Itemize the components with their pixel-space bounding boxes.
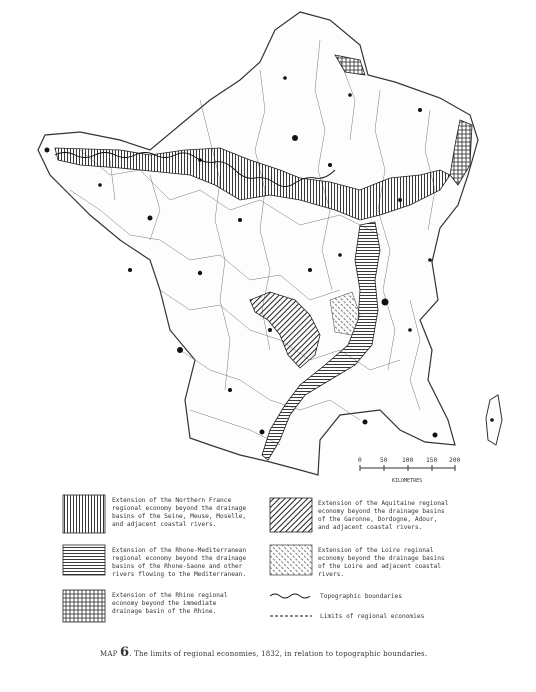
legend-swatch-rhine (63, 590, 105, 622)
legend-text-rhine: Extension of the Rhine regional economy beyond the immediate drainage basin of the Rhine. (112, 592, 228, 615)
legend-text-aquitaine: Extension of the Aquitaine regional economy beyond the drainage basins of the Garonne, Dordogne, Adour, and adjacent coastal rivers. (318, 500, 449, 531)
scale-tick: 200 (449, 457, 461, 464)
legend (63, 495, 452, 622)
france-outline (38, 12, 478, 475)
legend-text-northern: Extension of the Northern France regional economy beyond the drainage basins of the Seine, Meuse, Moselle, and adjacent coastal rivers. (112, 497, 247, 528)
caption-number: 6 (119, 645, 130, 660)
legend-swatch-loire (270, 545, 312, 575)
legend-text-rhone: Extension of the Rhone-Mediterranean regional economy beyond the drainage basins of the Rhone-Saone and other rivers flowing to the Mediterranean. (112, 547, 247, 578)
scale-bar (358, 457, 460, 484)
legend-swatch-rhone (63, 545, 105, 575)
legend-swatch-topo (270, 594, 310, 598)
caption-prefix: MAP (100, 650, 118, 658)
scale-tick: 100 (402, 457, 414, 464)
legend-swatch-aquitaine (270, 498, 312, 532)
legend-text-loire: Extension of the Loire regional economy beyond the drainage basins of the Loire and adjacent coastal rivers. (318, 547, 445, 578)
corsica-outline (486, 395, 502, 445)
map-caption (100, 645, 500, 660)
scale-tick: 0 (358, 457, 362, 464)
legend-text-topo: Topographic boundaries (320, 593, 402, 600)
scale-tick: 50 (380, 457, 388, 464)
scale-unit: KILOMETRES (392, 478, 423, 484)
legend-swatch-northern (63, 495, 105, 533)
caption-text: . The limits of regional economies, 1832, in relation to topographic boundaries. (129, 650, 428, 658)
legend-text-limits: Limits of regional economies (320, 613, 425, 620)
scale-tick: 150 (426, 457, 438, 464)
